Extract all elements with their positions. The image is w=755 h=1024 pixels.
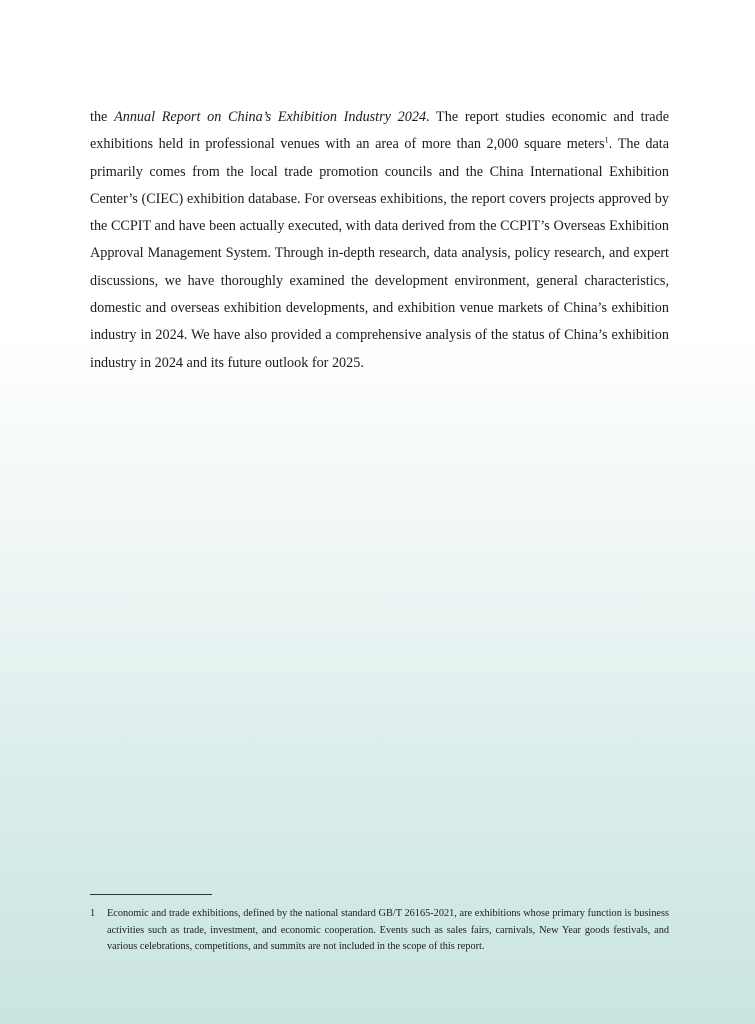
- footnote-text: Economic and trade exhibitions, defined by the national standard GB/T 26165-2021, are exhibitions whose primary function is business activities such as trade, investment, and economic cooperation. Events such as sales fairs, carnivals, New Year goods festivals, and various celebrations, competitions, and summits are not included in the scope of this report.: [107, 908, 669, 952]
- report-title: Annual Report on China’s Exhibition Industry 2024: [114, 109, 427, 125]
- footnote-divider: [90, 894, 212, 895]
- footnote-reference[interactable]: 1: [604, 134, 609, 145]
- footnote: [90, 906, 669, 956]
- body-text-part1: . The report studies economic and trade exhibitions held in professional venues with an area of more than 2,000 square meters: [90, 109, 669, 153]
- body-paragraph: [90, 104, 669, 377]
- body-intro: the: [90, 109, 115, 125]
- body-text-part2: . The data primarily comes from the local trade promotion councils and the China International Exhibition Center’s (CIEC) exhibition database. For overseas exhibitions, the report covers projects approved by the CCPIT and have been actually executed, with data derived from the CCPIT’s Overseas Exhibition Approval Management System. Through in-depth research, data analysis, policy research, and expert discussions, we have thoroughly examined the development environment, general characteristics, domestic and overseas exhibition developments, and exhibition venue markets of China’s exhibition industry in 2024. We have also provided a comprehensive analysis of the status of China’s exhibition industry in 2024 and its future outlook for 2025.: [90, 136, 669, 371]
- footnote-number: 1: [90, 908, 96, 919]
